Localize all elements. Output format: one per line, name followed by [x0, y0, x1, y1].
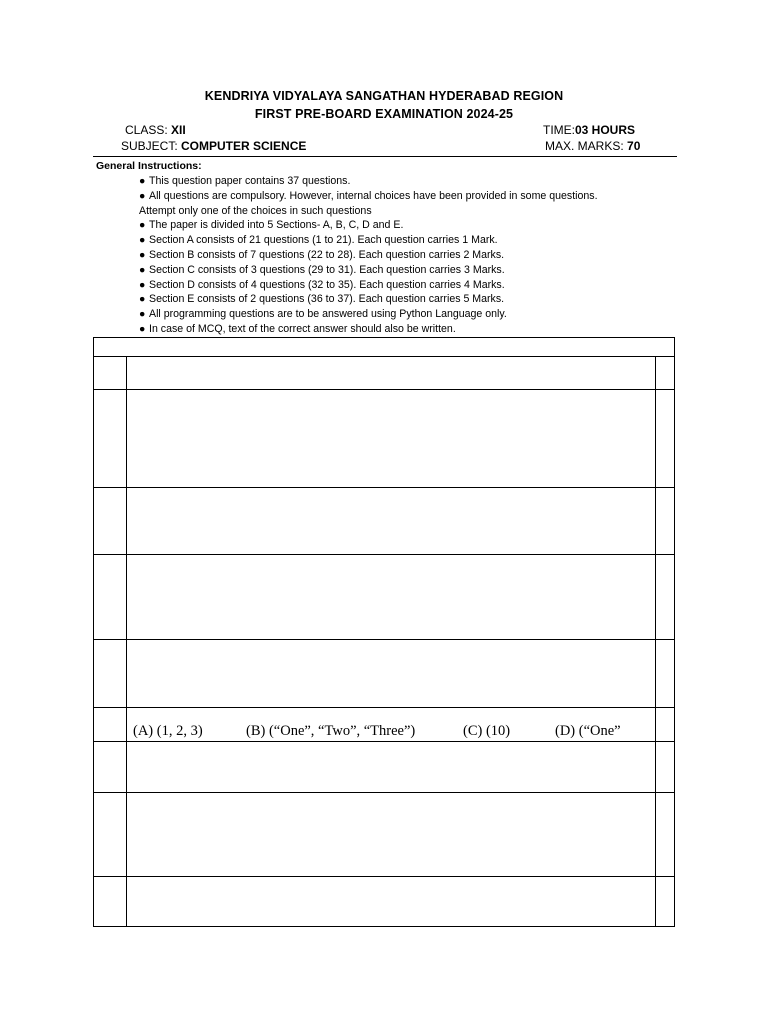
instruction-item: ● Section A consists of 21 questions (1 to 21). Each question carries 1 Mark. [139, 234, 498, 247]
table-row [94, 639, 674, 640]
time-info [543, 123, 635, 137]
table-row [94, 356, 674, 357]
bullet-icon: ● [139, 308, 146, 321]
bullet-icon: ● [139, 278, 146, 291]
option-c: (C) (10) [463, 723, 511, 739]
bullet-icon: ● [139, 175, 146, 187]
instruction-item: ● All programming questions are to be answered using Python Language only. [139, 308, 507, 321]
class-label: CLASS: [125, 123, 172, 137]
marks-column [655, 356, 656, 926]
instruction-item: ● This question paper contains 37 questions. [139, 175, 351, 187]
bullet-icon: ● [139, 219, 146, 232]
marks-label: MAX. MARKS: [545, 139, 628, 153]
table-row [94, 389, 674, 390]
max-marks-info [545, 139, 640, 153]
table-row [94, 741, 674, 742]
subject-label: SUBJECT: [121, 139, 182, 153]
bullet-icon: ● [139, 263, 146, 276]
instruction-item: ● Section D consists of 4 questions (32 to 35). Each question carries 4 Marks. [139, 278, 505, 291]
instruction-item: ● Section B consists of 7 questions (22 to 28). Each question carries 2 Marks. [139, 248, 505, 261]
bullet-icon: ● [139, 248, 146, 261]
header-divider [93, 156, 677, 157]
bullet-icon: ● [139, 322, 146, 335]
instruction-item: ● The paper is divided into 5 Sections- A, B, C, D and E. [139, 219, 404, 232]
table-row [94, 792, 674, 793]
bullet-icon: ● [139, 189, 146, 202]
table-row [94, 876, 674, 877]
instructions-heading: General Instructions: [96, 160, 202, 172]
option-b: (B) (“One”, “Two”, “Three”) [246, 723, 416, 739]
time-label: TIME: [543, 123, 575, 137]
question-table [93, 337, 675, 927]
option-d: (D) (“One” [555, 723, 621, 739]
table-row [94, 554, 674, 555]
marks-value: 70 [627, 139, 641, 153]
instruction-item: ● All questions are compulsory. However, internal choices have been provided in some questions. [139, 189, 598, 202]
instructions-list [139, 174, 679, 337]
class-value: XII [171, 123, 186, 137]
exam-title: FIRST PRE-BOARD EXAMINATION 2024-25 [254, 107, 514, 121]
subject-info [121, 139, 306, 153]
bullet-icon: ● [139, 293, 146, 306]
subject-value: COMPUTER SCIENCE [181, 139, 307, 153]
bullet-icon: ● [139, 234, 146, 247]
instruction-item: Attempt only one of the choices in such questions [139, 204, 372, 217]
school-title: KENDRIYA VIDYALAYA SANGATHAN HYDERABAD REGION [204, 89, 564, 103]
table-row [94, 487, 674, 488]
table-row [94, 707, 674, 708]
instruction-item: ● Section C consists of 3 questions (29 to 31). Each question carries 3 Marks. [139, 263, 505, 276]
instruction-item: ● In case of MCQ, text of the correct answer should also be written. [139, 322, 456, 335]
instruction-item: ● Section E consists of 2 questions (36 to 37). Each question carries 5 Marks. [139, 293, 505, 306]
time-value: 03 HOURS [575, 123, 636, 137]
option-a: (A) (1, 2, 3) [133, 723, 203, 739]
class-info [125, 123, 186, 137]
question-number-column [126, 356, 127, 926]
